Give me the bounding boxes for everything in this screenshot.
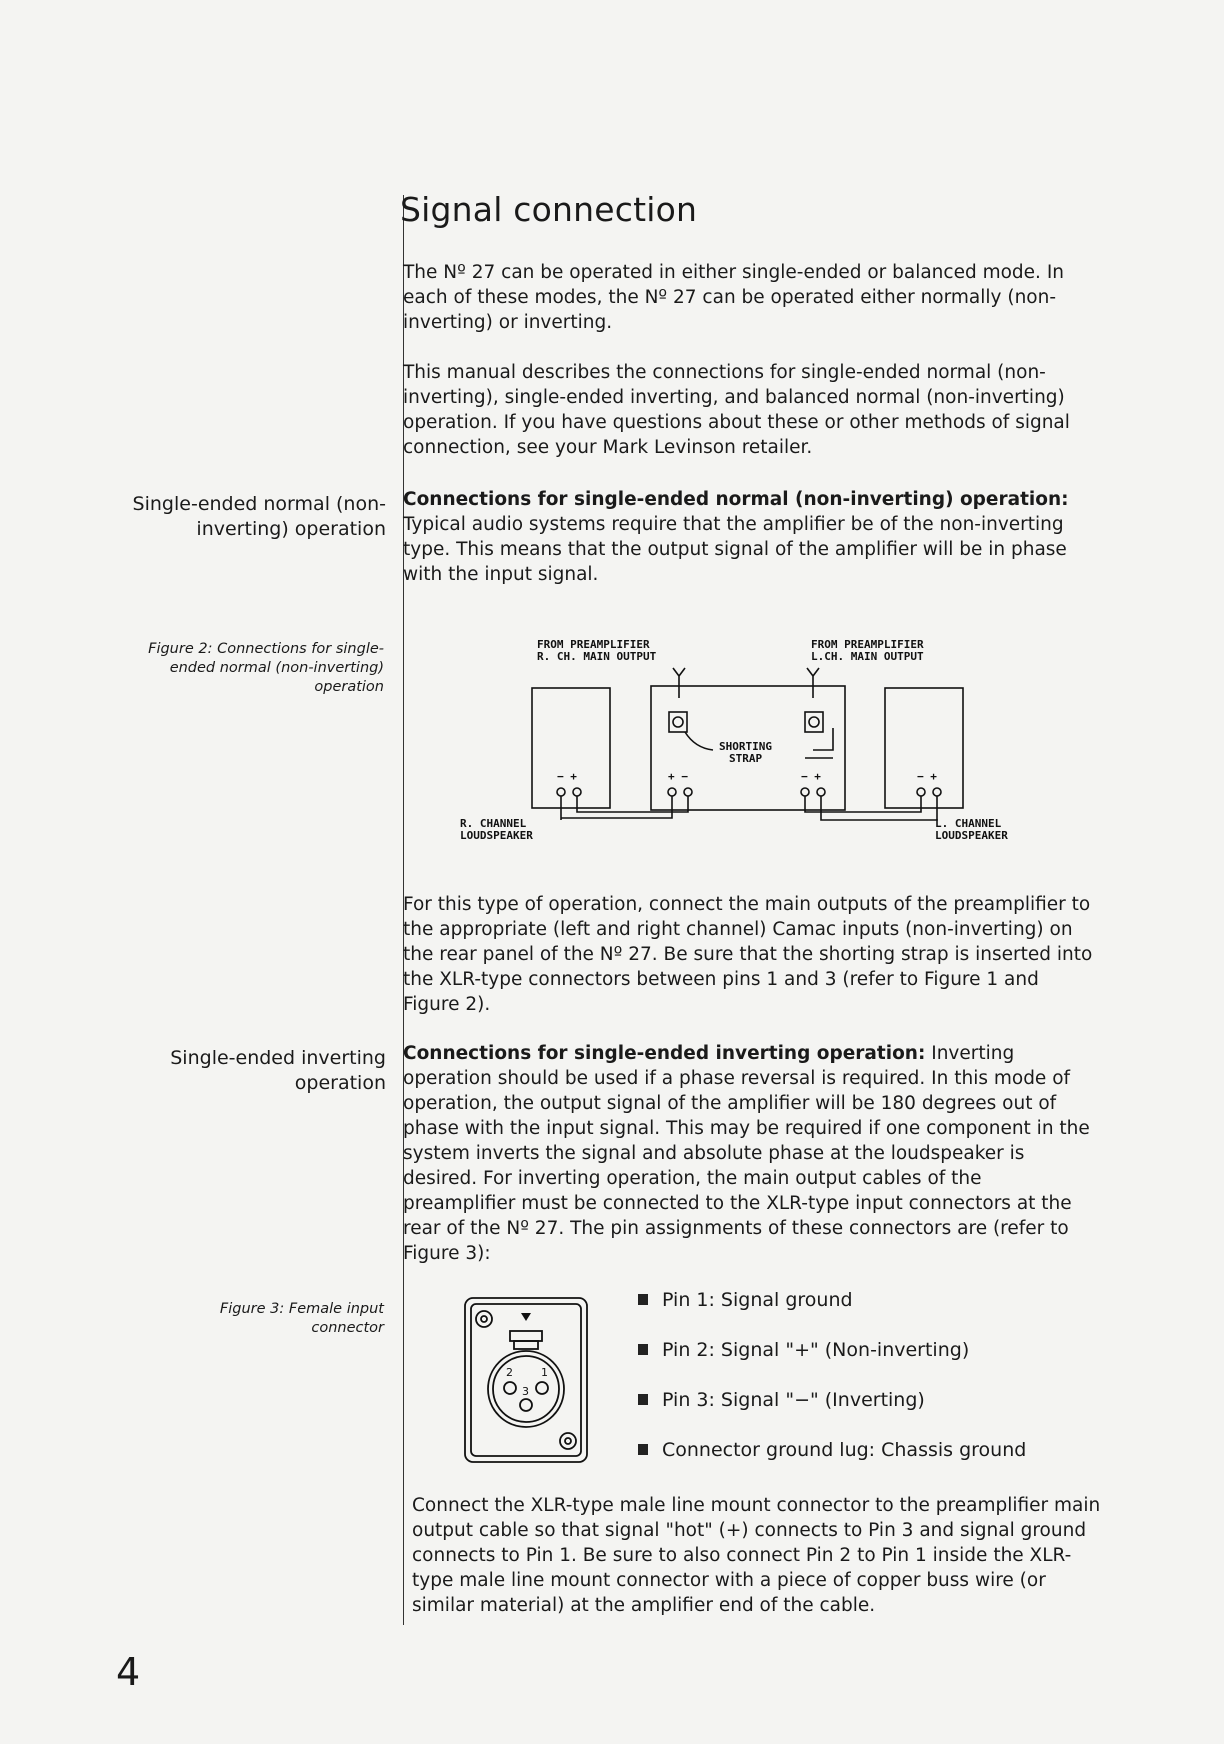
section-normal-body: Typical audio systems require that the amplifier be of the non-inverting type. This means that the output signal of the amplifier will be in phase with the input signal. [403, 514, 1067, 585]
shorting-strap-label-2: STRAP [729, 752, 763, 765]
polarity-amp-left: − + [801, 770, 821, 783]
polarity-l-speaker: − + [917, 770, 937, 783]
pin-3-label: 3 [522, 1385, 529, 1398]
polarity-amp-right: + − [668, 770, 688, 783]
bullet-icon [638, 1344, 648, 1355]
figure-2-wiring-diagram [455, 628, 1055, 848]
section-normal-paragraph [403, 487, 1093, 587]
from-l-label-2: L.CH. MAIN OUTPUT [811, 650, 924, 663]
pin-1-label: 1 [541, 1366, 548, 1379]
intro-paragraph-1: The Nº 27 can be operated in either single-ended or balanced mode. In each of these modes, the Nº 27 can be operated either normally (non-inverting) or inverting. [403, 262, 1064, 333]
from-r-label-2: R. CH. MAIN OUTPUT [537, 650, 657, 663]
side-heading-inverting: Single-ended inverting operation [170, 1047, 386, 1094]
list-item: Pin 3: Signal "−" (Inverting) [638, 1388, 1026, 1438]
page-number: 4 [116, 1650, 141, 1694]
figure-3-xlr-connector [462, 1295, 592, 1467]
list-item: Pin 2: Signal "+" (Non-inverting) [638, 1338, 1026, 1388]
list-item: Pin 1: Signal ground [638, 1288, 1026, 1338]
l-channel-label-2: LOUDSPEAKER [935, 829, 1008, 842]
section-inverting-heading: Connections for single-ended inverting operation: [403, 1043, 926, 1064]
intro-paragraph-2: This manual describes the connections for single-ended normal (non-inverting), single-ended inverting, and balanced normal (non-inverting) operation. If you have questions about these or other methods of signal connection, see your Mark Levinson retailer. [403, 362, 1070, 458]
list-item: Connector ground lug: Chassis ground [638, 1438, 1026, 1488]
from-l-label-1: FROM PREAMPLIFIER [811, 638, 924, 651]
r-channel-label-2: LOUDSPEAKER [460, 829, 533, 842]
side-heading-normal: Single-ended normal (non-inverting) operation [132, 493, 386, 540]
bullet-icon [638, 1394, 648, 1405]
section-normal-after-figure: For this type of operation, connect the main outputs of the preamplifier to the appropriate (left and right channel) Camac inputs (non-inverting) on the rear panel of the Nº 27. Be sure that the shorting strap is inserted into the XLR-type connectors between pins 1 and 3 (refer to Figure 1 and Figure 2). [403, 894, 1093, 1015]
figure-3-caption: Figure 3: Female input connector [219, 1301, 384, 1336]
from-r-label-1: FROM PREAMPLIFIER [537, 638, 650, 651]
page-title: Signal connection [400, 190, 698, 229]
r-channel-label-1: R. CHANNEL [460, 817, 527, 830]
pin-assignment-list [638, 1288, 1026, 1488]
section-inverting-paragraph [403, 1041, 1093, 1266]
section-inverting-body: Inverting operation should be used if a phase reversal is required. In this mode of operation, the output signal of the amplifier will be 180 degrees out of phase with the input signal. This may be required if one component in the system inverts the signal and absolute phase at the loudspeaker is desired. For inverting operation, the main output cables of the preamplifier must be connected to the XLR-type input connectors at the rear of the Nº 27. The pin assignments of these connectors are (refer to Figure 3): [403, 1043, 1090, 1264]
bullet-icon [638, 1444, 648, 1455]
pin-2-label: 2 [506, 1366, 513, 1379]
polarity-r-speaker: − + [557, 770, 577, 783]
section-inverting-closing: Connect the XLR-type male line mount connector to the preamplifier main output cable so that signal "hot" (+) connects to Pin 3 and signal ground connects to Pin 1. Be sure to also connect Pin 2 to Pin 1 inside the XLR-type male line mount connector with a piece of copper buss wire (or similar material) at the amplifier end of the cable. [412, 1495, 1101, 1616]
bullet-icon [638, 1294, 648, 1305]
figure-2-caption: Figure 2: Connections for single-ended normal (non-inverting) operation [148, 641, 384, 695]
section-normal-heading: Connections for single-ended normal (non-inverting) operation: [403, 489, 1069, 510]
shorting-strap-label-1: SHORTING [719, 740, 772, 753]
l-channel-label-1: L. CHANNEL [935, 817, 1002, 830]
